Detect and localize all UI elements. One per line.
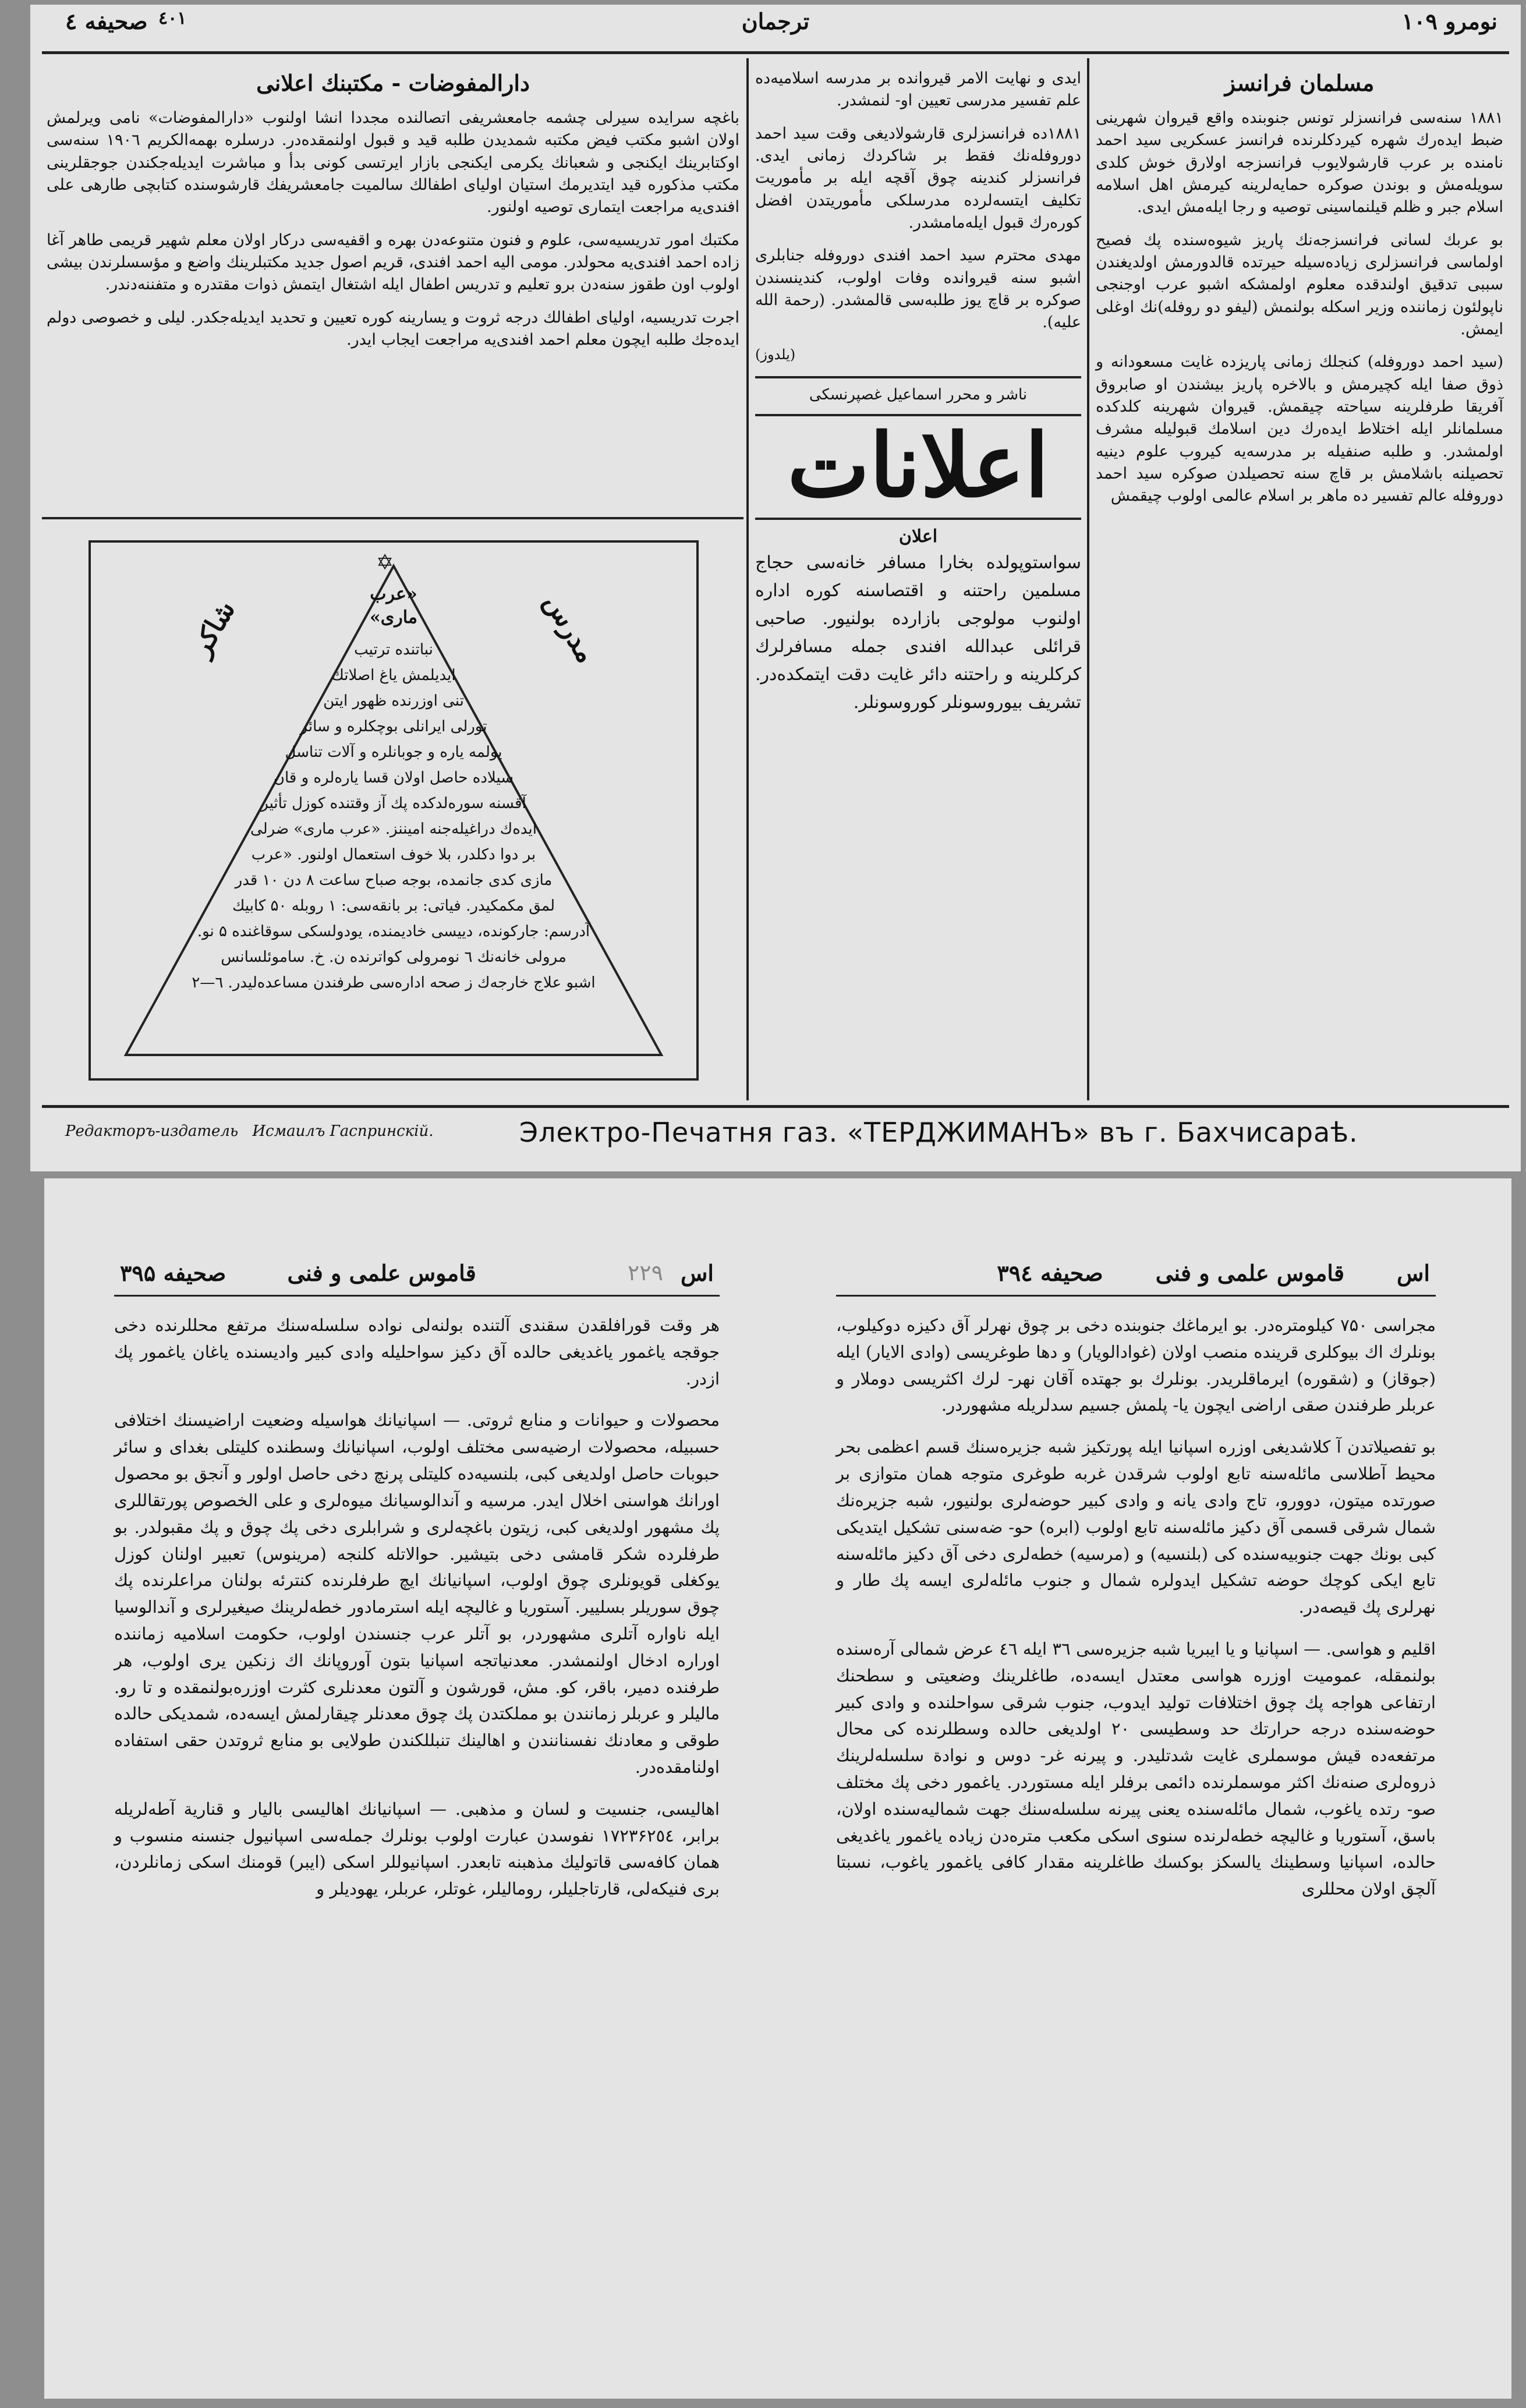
header-page-number: صحيفه ۳۹۵ [120,1260,226,1286]
section-rule [42,517,743,519]
ad-line: تورلى ايرانلى بوچكلره و سائر [300,718,487,735]
ad-line: تنى اوزرنده ظهور ايتن [323,692,464,710]
header-entry-word: اس [681,1260,714,1286]
middle-column [755,68,1081,1092]
entry-paragraph: محصولات و حيوانات و منابع ثروتى. — اسپانيانك هواسيله وضعيت اراضيسنك اختلافى حسبيله، محصولات ارضيه‌سى مختلف اولوب، اسپانيانك وسطنده كليتلى بغداى و سائر حبوبات حاصل اولديغى كبى، بلنسيه‌ده كليتلى پرنچ دخى حاصل اولور و آنجق بو محصول اورانك هواسنى اخلال ايدر. مرسيه و آندالوسيانك ميوه‌لرى و على الخصوص پورتقاللرى پك مشهور اولديغى كبى، زيتون باغچه‌لرى و شرابلرى دخى پك چوق و پك مقبولدر. بو طرفلرده شكر قامشى دخى بتيشير. حوالاتله كلنجه (مرينوس) تعبير اولنان كوزل يوكغلى قويونلرى چوق اولوب، اسپانيانك ايچ طرفلرنده كنترئه بولنان مراعلرنده پك چوق سوريلر بسليير. آستوريا و غاليچه ايله استرمادور خطه‌لرينك صيغيرلرى و آندالوسيا ايله ناواره آتلرى مشهوردر، بو آتلر عرب جنسندن اولوب، حكومت اسلاميه زماننده اوراره ادخال اولنمشدر. معدنياتجه اسپانيا بتون آوروپانك اك زنكين يرى اولوب، هر طرفنده دمير، باقر، كو. مش، قورشون و آلتون معدنلرى كثرت اوزره‌بولنمقده و تا رو. ماليلر و عربلر زمانندن بو مملكتدن پك چوق معدنلر چيقارلمش ايسه‌ده، شمديكى حالده طوقى و معادنك نفسنانندن و اهالينك تنبللكندن طولايى بو منابع ثروتدن حقى استفاده اولنامقده‌در. [114,1410,720,1777]
page-number: ٤٠١ [158,8,187,29]
entry-paragraph: هر وقت قورافلقدن سقندى آلتنده بولنەلى نواده سلسله‌سنك مرتفع محللرنده دخى جوقجه ياغمور ياغديغى حالده آق دكيز سواحليله وادى كبير واديسنده ياغان ياغمور پك ازدر. [114,1315,720,1389]
printer-imprint: Электро-Печатня газ. «ТЕРДЖИМАНЪ» въ г. Бахчисараѣ. [519,1117,1358,1148]
article-paragraph: ۱۸۸۱ده فرانسزلرى قارشولاديغى وقت سيد احمد دوروفله‌نك فقط بر شاكردك زمانى ايدى. فرانسزلر كندينه چوق آقچه ايله بر مأموريت تكليف ايتسه‌لرده مدرسلكى مأموريتدن افضل كوره‌رك قبول ايلەمامشدر. [755,124,1081,232]
section-rule [755,518,1081,520]
ad-line: ايديلمش ياغ اصلاتك [331,667,456,684]
column-divider [746,58,749,1100]
announcement-paragraph: مكتبك امور تدريسيه‌سى، علوم و فنون متنوعه‌دن بهره و اقفيه‌سى دركار اولان معلم شهير قريمى طاهر آغا زاده احمد افندى‌يه محولدر. مومى اليه احمد افندى، قريم اصول جديد مكتبلرينك واضع و مؤسسلرندن بيشى اولوب اون طقوز سنه‌دن برو تعليم و تدريس اطفال ايله اشتغال ايتمش ذوات مقتدره و متفننه‌دندر. [47,231,739,294]
ad-line: مازی كدى جانمده، بوجه صباح ساعت ۸ دن ۱۰ قدر [235,872,553,889]
header-ghost-number: ٢٢٩ [627,1260,664,1286]
publisher-line: ناشر و محرر اسماعيل غصپرنسكى [809,385,1028,403]
ad-line: بر دوا دكلدر، بلا خوف استعمال اولنور. «عرب [251,846,536,863]
article-signature: (يلدوز) [755,346,796,363]
article-paragraph: ۱۸۸۱ سنه‌سى فرانسزلر تونس جنوبنده واقع قيروان شهرينى ضبط ايدەرك شهره كيردكلرنده فرانسز عسكريى سيد احمد نامنده بر عرب قارشولايوب فرانسزجه اولارق خوش كلدى سويلەمش و بوندن صوكره حمايه‌لرينه كيرمش اهل اسلامه اسلام جبر و ظلم قيلنماسينى توصيه و رجا ايله‌مش ايدى. [1096,108,1503,217]
ad-text: سواستوپولده بخارا مسافر خانه‌سى حجاج مسلمين راحتنه و اقتصاسنه كوره اداره اولنوب مولوجى بازارده بولنيور. صاحبى قرائلى عبدالله افندى جمله مسافرلرك كركلرينه و راحتنه دائر غايت دقت ايتمكده‌در. تشريف بيوروسونلر كوروسونلر. [755,553,1081,713]
pyramid-side-label: مدرس [538,588,603,668]
footer-rule [42,1105,1509,1108]
right-page-header [842,1260,1430,1286]
school-announcement [47,68,739,510]
issue-number: نومرو ۱۰۹ [1401,8,1497,34]
ad-label: اعلان [898,526,938,547]
header-title: قاموس علمى و فنى [1155,1260,1345,1286]
article-paragraph: مهدى محترم سيد احمد افندى دوروفله جنابلرى اشبو سنه قيروانده وفات اولوب، كندينسندن صوكره بر قاچ يوز طلبه‌سى قالمشدر. (رحمة الله عليه). [755,246,1081,332]
page-label: صحيفه ٤ [65,8,148,34]
ad-line: ايده‌ك دراغيله‌جنه اميننز. «عرب ماری» ضرلى [250,820,537,838]
ad-subtitle: ماری» [370,607,417,628]
ad-line: اشبو علاج خارجه‌ك ز صحه اداره‌سى طرفندن مساعده‌لیدر. ٦—٢ [192,974,596,991]
encyclopedia-spread [44,1178,1511,2399]
article-paragraph: (سيد احمد دوروفله) كنجلك زمانى پاريزده غايت مسعودانه و ذوق صفا ايله كچيرمش و بالاخره پاريز بيشندن او صابروق آفريقا طرفلرينه سياحته چيقمش. قيروان شهرينه كلدكده مسلمانلر ايله اختلاط ايده‌رك دين اسلامك قبوليله مشرف اولمشدر. و طلبه صنفيله بر مدرسه‌يه كيروب علوم دينيه تحصيلنه باشلامش بر قاچ سنه تحصيلدن صوكره سيد احمد دوروفله عالم تفسير ده ماهر بر اسلام عالمى اولوب چيقمش [1096,353,1503,505]
ad-line: نباتنده ترتيب [354,641,433,658]
announcement-paragraph: اجرت تدريسيه، اوليای اطفالك درجه ثروت و يسارينه كوره تعيين و تحديد ايديله‌جكدر. ليلى و خصوصى دولم ايده‌جك طلبه ايچون معلم احمد افندى‌يه مراجعت ايجاب ايدر. [47,308,739,349]
column-divider [1087,58,1089,1100]
ad-line: لمق مكمكيدر. فياتى: بر بانقه‌سى: ۱ روبله ۵۰ كابيك [232,897,555,915]
ad-line: مرولى خانەنك ٦ نومرولى كواترنده ن. خ. ساموئلسانس [221,948,567,966]
header-page-number: صحيفه ۳۹٤ [997,1260,1103,1286]
entry-paragraph: مجراسى ۷۵۰ كيلومتره‌در. بو ايرماغك جنوبنده دخى بر چوق نهرلر آق دكيزه دوكيلوب، بونلرك اك بيوكلرى قرينده منصب اولان (غوادالويار) و دها طوغريسى (وادى الايار) ايله (جوقاز) و (شقوره) ايرماقلريدر. بونلرك بو جهتده آقان نهر- لرك اكثريسى دوملار و عربلر طرفندن صقى اراضى ايچون يا- پلمش جسيم سدلريله مشهوردر. [836,1315,1436,1415]
announcement-paragraph: باغچه سرايده سيرلى چشمه جامعشريفى اتصالنده مجددا انشا اولنوب «دارالمفوضات» نامى ويرلمش اولان اشبو مكتب فيض مكتبه شمديدن طلبه قيد و قبول اولنمقده‌در. درسلره بهمه‌الكريم ۱۹۰٦ سنه‌سى اوكتابرينك ايكنجى و شعبانك يكرمى ايكنجى بازار ايرتسى كونى بدأ و مباشرت ايديله‌جكندن جوجقلرينى مكتب مذكوره قيد ايتديرمك استيان اوليای اطفالك سالميت جامعشريفك قارشوسنده كتابچى طارهى على افندى‌يه مراجعت ايتمارى توصيه اولنور. [47,108,739,217]
ad-title: «عرب [370,584,417,604]
header-title: قاموس علمى و فنى [287,1260,476,1286]
entry-paragraph: اقليم و هواسى. — اسپانيا و يا ايبريا شبه جزيره‌سى ۳٦ ايله ٤٦ عرض شمالى آره‌سنده بولنمقله، عموميت اوزره هواسى معتدل ايسه‌ده، طاغلرينك وضعيتى و سطحنك ارتفاعى هواجه پك چوق اختلافات توليد ايدوب، جنوب شرقى سواحلنده و وادى كبير حوضه‌سنده درجه حرارتك حد وسطيسى ۲۰ اولديغى حالده وسطلرنده كى محال مرتفعه‌ده قيش موسملرى غايت شدتليدر. و پيرنه غر- دوس و نوادة سلسله‌لرينك ذروه‌لرى صنەنك اكثر موسملرنده دائمى برفلر ايله مستوردر. ياغمور دخى پك مختلف صو- رتده ياغوب، شمال مائلەسنده يعنى پيرنه سلسله‌سنك جهت شماليه‌سنده اولان، باسق، آستوريا و غاليچه خطه‌لرنده سنوى اسكى مكعب متره‌دن زياده ياغمور ياغديغى حالده، اسپانيا وسطينك يالسكز بوكسك طاغلرينه مقدار كافى ياغمور ياغوب، نسبتا آلچق اولان محللرى [836,1638,1436,1899]
left-page-header [120,1260,714,1286]
medicine-advertisement [88,540,699,1081]
entry-paragraph: بو تفصيلاتدن آ كلاشديغى اوزره اسپانيا ايله پورتكيز شبه جزيره‌سنك قسم اعظمى بحر محيط آطلاسى مائلەسنه تابع اولوب شرقدن غربه طوغرى متوجه همان متوازى بر صورتده ميتون، دوورو، تاج وادى يانه و وادى كبير حوضه‌لرى بولنيور، شبه جزيره‌نك شمال شرقى قسمى آق دكيز مائلەسنه تابع اولوب (ابره) حو- ضه‌سنى تشكيل ايتديكى كبى بونك جهت جنوبيه‌سنده‌ كى (بلنسيه) و (مرسيه) خطه‌لرى دخى آق دكيز مائلەسنه تابع ايكى كوچك حوضه تشكيل ايدولره شمال و جنوب مائلەلرى ايسه پك طار و نهرلرى پك قيصه‌در. [836,1437,1436,1617]
newspaper-page [30,5,1521,1171]
ad-line: آدرسم: جاركوندە، دييسى خاديمنده، يودولسكى سوقاغنده ۵ نو. [197,923,590,940]
announcement-title: دارالمفوضات - مكتبنك اعلانى [256,70,530,96]
masthead-title: ترجمان [741,8,810,34]
editor-title: Редакторъ-издатель [65,1122,239,1140]
section-rule [755,376,1081,378]
article-paragraph: ايدى و نهايت الامر قيروانده بر مدرسه اسلاميه‌ده علم تفسير مدرسى تعيين او- لنمشدر. [755,69,1081,110]
header-rule [836,1295,1436,1297]
pyramid-side-label: شاكر [185,595,242,661]
star-icon: ✡ [376,551,394,575]
masthead-rule [42,51,1509,54]
article-paragraph: بو عربك لسانى فرانسزجه‌نك پاريز شيوه‌سنده پك فصيح اولماسى فرانسزلرى زياده‌سيله حيرتده قالدورمش اولديغندن سببى تدقيق اولندقده معلوم اولمشكه اشبو عرب اوجنجى ناپولئون زماننده وزير اسكله بولنمش (ليفو دو روفله)نك اوغلى ايمش. [1096,231,1503,338]
editor-label [65,1122,434,1140]
ad-line: يولمه ياره و جوبانلره و آلات تناسل [285,743,502,761]
editor-name: Исмаилъ Гаспринскій. [252,1122,434,1140]
header-entry-word: اس [1397,1260,1430,1286]
entry-paragraph: اهاليسى، جنسيت و لسان و مذهبى. — اسپانيانك اهاليسى باليار و قنارية آطه‌لريله برابر، ۱۷۲۳۶۲٥٤ نفوسدن عبارت اولوب بونلرك جملەسى اسپانيول جنسنه منسوب و همان كافه‌سى قاتوليك مذهبنه تابعدر. اسپانيوللر اسكى (ايبر) قومنك اسكى زمانلردن، برى فنيكه‌لى، قارتاجليلر، روماليلر، غوتلر، عربلر، يهوديلر و [114,1798,720,1899]
header-rule [114,1295,720,1297]
article-title: مسلمان فرانسز [1224,70,1375,96]
left-page-text [114,1312,720,2384]
ad-line: سيلاده حاصل اولان قسا ياره‌لره و قان [273,769,514,787]
right-page-text [836,1312,1436,2384]
ad-line: آقسنه سوره‌لدكده پك آز وقتنده كوزل تأثير [261,795,526,812]
ads-heading: اعلانات [787,414,1049,517]
article-muslim-frenchman [1096,68,1503,1092]
